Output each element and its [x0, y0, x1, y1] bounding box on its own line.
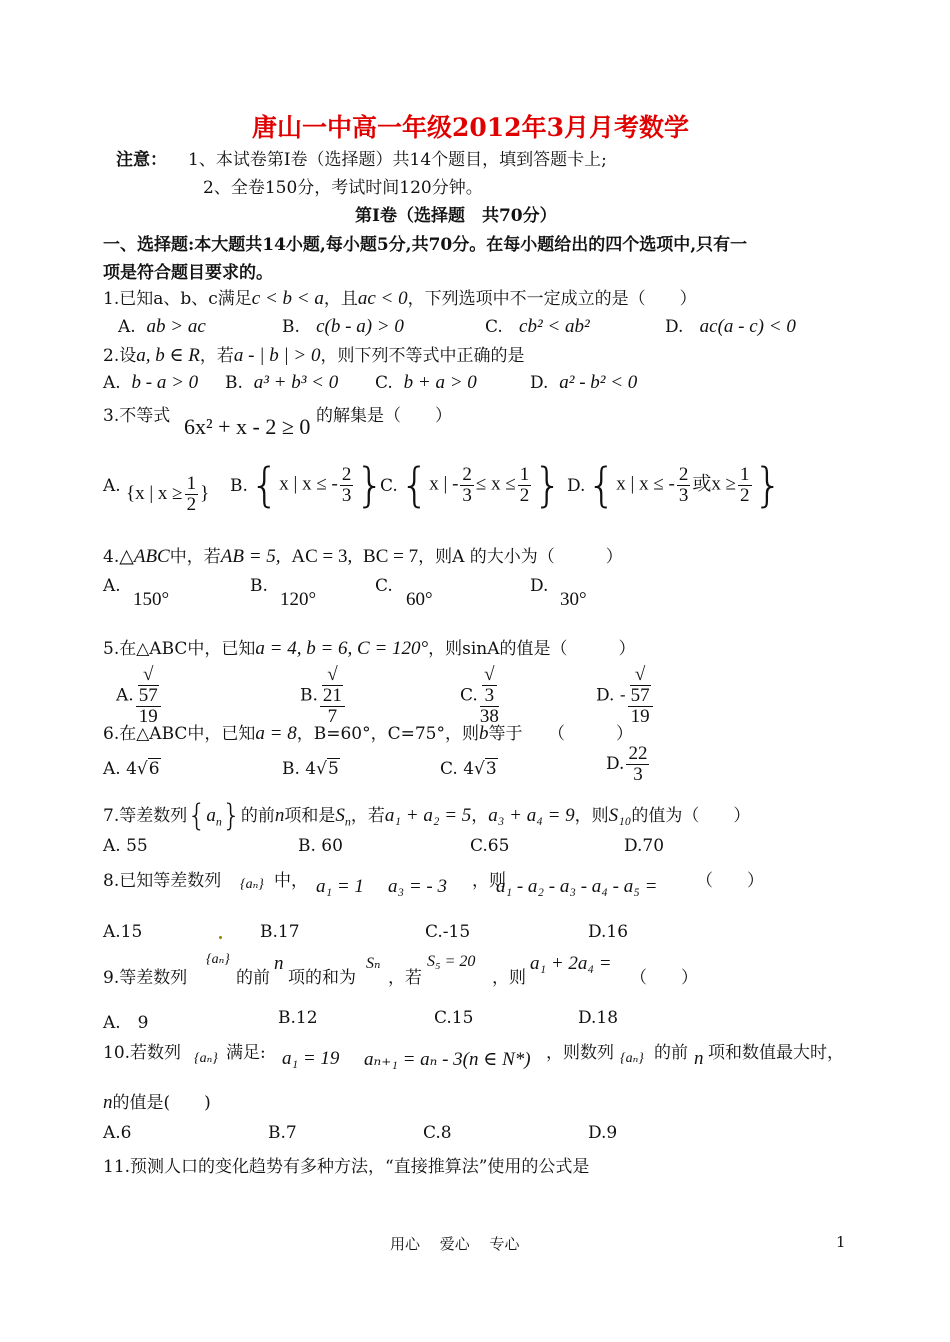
q10-seq-2: {aₙ} — [620, 1051, 644, 1066]
question-10-stem-e: 项和数值最大时， — [708, 1043, 844, 1063]
q3-d-num-2: 1 — [740, 463, 750, 485]
q5-d-num: 57 — [630, 684, 650, 706]
question-2-stem — [103, 341, 525, 367]
q1-option-c-formula: cb² < ab² — [519, 316, 590, 337]
q2-option-a-formula: b - a > 0 — [131, 372, 199, 393]
q4-label-b: B. — [250, 576, 268, 596]
q6-stem-b: ，则 — [444, 724, 479, 744]
q10-line2-var: n — [103, 1092, 113, 1113]
notice-label: 注意： — [116, 150, 167, 170]
question-10-stem-b: 满足: — [226, 1043, 266, 1063]
q5-label-d: D. - — [596, 685, 626, 706]
q9-option-c: C.15 — [434, 1008, 474, 1028]
q5-c-num: 3 — [482, 685, 497, 706]
q7-S-sub: n — [344, 814, 351, 829]
q5-b-den: 7 — [327, 705, 338, 727]
q5-b-num: 21 — [322, 684, 342, 706]
q3-b-num: 2 — [341, 463, 352, 485]
q6-variable: b — [478, 723, 489, 744]
q10-condition-2: aₙ₊₁ = aₙ - 3(n ∈ N*) — [364, 1049, 531, 1070]
q8-option-b: B.17 — [260, 922, 300, 942]
q2-stem-c: ，则下列不等式中正确的是 — [320, 346, 525, 366]
q3-c-den-1: 3 — [462, 484, 472, 506]
q10-option-c: C.8 — [423, 1123, 452, 1143]
q2-option-a — [103, 372, 198, 394]
q4-triangle: △ABC — [119, 546, 170, 567]
q4-option-a: 150° — [133, 589, 170, 610]
q8-seq: {aₙ} — [240, 877, 264, 892]
q3-a-num: 1 — [186, 473, 197, 494]
q1-label-d: D. — [665, 317, 684, 337]
q3-c-mid: ≤ x ≤ — [475, 473, 516, 495]
q7-n: n — [274, 805, 285, 826]
q8-condition-2: a₃ = - 3 — [388, 876, 448, 897]
q3-c-fraction-2 — [518, 465, 532, 506]
q3-c-num-1: 2 — [462, 463, 472, 485]
q3-option-c-label: C. — [380, 476, 398, 496]
q3-option-a-label: A. — [103, 476, 121, 496]
q5-d-fraction: √ 57 19 — [628, 665, 653, 727]
q2-condition-2: a - | b | > 0 — [233, 345, 321, 366]
q10-option-d: D.9 — [588, 1123, 618, 1143]
q5-c-den: 38 — [479, 705, 499, 727]
q6-condition-2: ，B=60°，C=75° — [296, 724, 445, 744]
q7-condition-2: a₃ + a₄ = 9 — [488, 805, 575, 826]
q3-a-den: 2 — [186, 493, 197, 515]
q7-stem-c: 项和是 — [284, 806, 336, 826]
q2-option-c-formula: b + a > 0 — [403, 372, 477, 393]
q4-stem-c: ，则A 的大小为（ ） — [418, 547, 623, 567]
q7-brace-left: { — [187, 798, 207, 834]
q3-d-fraction-2 — [738, 465, 752, 506]
q3-c-brace-left: { — [400, 458, 430, 512]
q1-option-b-formula: c(b - a) > 0 — [316, 316, 404, 337]
q6-label-d: D. — [606, 753, 625, 774]
page-title: 唐山一中高一年级2012年3月月考数学 — [252, 113, 689, 142]
q4-option-c: 60° — [406, 589, 433, 610]
q9-option-d: D.18 — [578, 1008, 619, 1028]
q9-expression: a₁ + 2a₄ = — [530, 953, 612, 974]
q2-option-b-formula: a³ + b³ < 0 — [253, 372, 339, 393]
page-number: 1 — [836, 1233, 846, 1251]
q1-option-d — [665, 316, 796, 338]
q7-option-c: C.65 — [470, 836, 510, 856]
q4-label-d: D. — [530, 576, 549, 596]
q9-n: n — [274, 953, 284, 974]
q1-label-a: A. — [118, 317, 136, 337]
q4-option-d: 30° — [560, 589, 587, 610]
q6-option-a: A. 4√6 — [103, 759, 160, 779]
q7-S: S — [335, 805, 345, 826]
q8-paren: （ ） — [696, 871, 764, 891]
question-8-stem-b: 中， — [274, 871, 308, 891]
q10-option-b: B.7 — [268, 1123, 297, 1143]
q2-stem-b: ，若 — [199, 346, 234, 366]
q2-option-b — [225, 372, 338, 394]
q8-option-d: D.16 — [588, 922, 629, 942]
q6-b-root: 5 — [327, 759, 339, 779]
q3-option-a — [126, 474, 209, 515]
q7-option-a: A. 55 — [103, 836, 148, 856]
q4-label-a: A. — [103, 576, 121, 596]
q7-stem-e: ， — [471, 806, 489, 826]
question-9-stem-a: 9.等差数列 — [103, 968, 188, 988]
question-6-stem — [103, 719, 633, 745]
q3-b-fraction — [340, 465, 354, 506]
q7-stem-g: 的值为（ ） — [631, 806, 751, 826]
q7-stem-a: 7.等差数列 — [103, 806, 188, 826]
q9-paren: （ ） — [630, 968, 698, 988]
section-heading-line-1: 一、选择题:本大题共14小题,每小题5分,共70分。在每小题给出的四个选项中,只有一 — [103, 235, 748, 255]
q3-c-num-2: 1 — [519, 463, 530, 485]
q5-condition: a = 4, b = 6, C = 120° — [255, 638, 429, 659]
q7-stem-b: 的前 — [240, 806, 275, 826]
q3-c-den-2: 2 — [519, 484, 530, 506]
q3-option-b — [250, 458, 385, 512]
question-10-stem-c: ，则数列 — [546, 1043, 614, 1063]
q4-condition-1: AB = 5, — [220, 546, 281, 567]
q3-a-pre: {x | x ≥ — [126, 482, 183, 504]
q4-condition-3: BC = 7 — [363, 546, 419, 567]
q1-stem-a: 1.已知a、b、c满足 — [103, 289, 252, 309]
q1-option-d-formula: ac(a - c) < 0 — [699, 316, 796, 337]
q1-condition-2: ac < 0 — [357, 288, 408, 309]
q2-option-c — [375, 372, 477, 394]
question-8-stem-a: 8.已知等差数列 — [103, 871, 222, 891]
q6-option-c: C. 4√3 — [440, 759, 497, 779]
q5-label-a: A. — [116, 685, 134, 706]
q5-option-a — [116, 665, 163, 727]
part-title: 第Ⅰ卷（选择题 共70分） — [355, 206, 557, 226]
q2-label-c: C. — [375, 373, 393, 393]
q6-c-root: 3 — [485, 759, 497, 779]
q6-option-d — [606, 744, 651, 785]
q5-d-den: 19 — [630, 705, 650, 727]
q7-option-d: D.70 — [624, 836, 665, 856]
q7-seq: a — [206, 805, 216, 826]
q6-stem-c: 等于 （ ） — [488, 724, 633, 744]
q3-d-den-1: 3 — [678, 484, 689, 506]
q5-a-fraction: √ 57 19 — [136, 665, 161, 727]
q7-stem-f: ，则 — [574, 806, 609, 826]
q5-stem-b: ，则sinA的值是（ ） — [428, 639, 636, 659]
q5-label-c: C. — [460, 685, 478, 706]
q2-label-d: D. — [530, 373, 549, 393]
q9-seq: {aₙ} — [206, 952, 230, 967]
q6-condition-1: a = 8 — [255, 723, 297, 744]
q3-c-pre: x | - — [429, 473, 459, 495]
q8-option-a: A.15 — [103, 922, 143, 942]
question-4-stem — [103, 542, 623, 568]
q4-option-b: 120° — [280, 589, 317, 610]
q6-d-fraction — [626, 744, 649, 785]
q3-d-mid: 或x ≥ — [692, 473, 737, 495]
q4-stem-a: 4. — [103, 547, 120, 567]
q5-option-c — [460, 665, 501, 727]
q8-option-c: C.-15 — [425, 922, 471, 942]
q1-stem-c: ，下列选项中不一定成立的是（ ） — [407, 289, 697, 309]
q7-stem-d: ，若 — [350, 806, 385, 826]
q1-option-a — [118, 316, 206, 338]
q3-d-den-2: 2 — [740, 484, 750, 506]
q10-line2-text: 的值是( ) — [112, 1093, 211, 1113]
q5-option-d — [596, 665, 655, 727]
q6-stem-a: 6.在△ABC中，已知 — [103, 724, 256, 744]
q7-brace-right: } — [221, 798, 241, 834]
notice-line-1: 1、本试卷第Ⅰ卷（选择题）共14个题目，填到答题卡上; — [188, 150, 607, 170]
q1-label-b: B. — [282, 317, 300, 337]
q1-label-c: C. — [485, 317, 503, 337]
q8-expression: a₁ - a₂ - a₃ - a₄ - a₅ = — [496, 876, 658, 897]
q3-d-num-1: 2 — [678, 463, 689, 485]
question-3-stem-b: 的解集是（ ） — [316, 406, 452, 426]
q3-d-pre: x | x ≤ - — [616, 473, 675, 495]
question-7-stem — [103, 798, 751, 834]
q6-d-num: 22 — [628, 743, 648, 764]
q3-option-d — [587, 458, 783, 512]
q3-inequality: 6x² + x - 2 ≥ 0 — [184, 414, 311, 439]
q4-label-c: C. — [375, 576, 393, 596]
q3-d-brace-right: } — [753, 458, 783, 512]
q9-option-b: B.12 — [278, 1008, 318, 1028]
q1-option-c — [485, 316, 590, 338]
question-11-stem: 11.预测人口的变化趋势有多种方法，“直接推算法”使用的公式是 — [103, 1157, 590, 1177]
q5-c-fraction: √ 3 38 — [479, 664, 499, 727]
q3-option-b-label: B. — [230, 476, 248, 496]
q5-label-b: B. — [300, 685, 318, 706]
q3-b-den: 3 — [341, 484, 352, 506]
q7-option-b: B. 60 — [298, 836, 343, 856]
question-5-stem — [103, 634, 636, 660]
q2-stem-a: 2.设 — [103, 346, 137, 366]
q4-condition-2: AC = 3, — [291, 546, 353, 567]
q3-d-fraction-1 — [677, 465, 691, 506]
q7-condition-1: a₁ + a₂ = 5 — [384, 805, 472, 826]
q1-condition-1: c < b < a — [251, 288, 324, 309]
q9-condition: S₅ = 20 — [427, 953, 476, 970]
q5-a-num: 57 — [138, 684, 158, 706]
q5-option-b — [300, 665, 347, 727]
q3-b-brace-left: { — [250, 458, 280, 512]
q3-a-post: } — [200, 482, 210, 504]
q2-label-b: B. — [225, 373, 243, 393]
q2-label-a: A. — [103, 373, 121, 393]
q3-d-brace-left: { — [587, 458, 617, 512]
question-10-stem-d: 的前 — [654, 1043, 688, 1063]
q8-condition-1: a₁ = 1 — [316, 876, 364, 897]
section-heading-line-2: 项是符合题目要求的。 — [103, 263, 273, 283]
q3-b-brace-right: } — [355, 458, 385, 512]
q3-c-fraction-1 — [460, 465, 474, 506]
question-3-stem-a: 3.不等式 — [103, 406, 171, 426]
q5-stem-a: 5.在△ABC中，已知 — [103, 639, 256, 659]
question-10-line-2 — [103, 1088, 211, 1114]
q3-b-pre: x | x ≤ - — [279, 473, 338, 495]
q10-n: n — [694, 1048, 704, 1069]
question-8-stem-c: ，则 — [472, 871, 506, 891]
stray-dot — [219, 936, 222, 939]
q6-d-den: 3 — [633, 763, 643, 785]
q6-label-c: C. 4 — [440, 759, 475, 779]
q10-condition-1: a₁ = 19 — [282, 1048, 340, 1069]
q9-option-a: A. 9 — [103, 1013, 149, 1033]
q7-S10: S₁₀ — [608, 805, 632, 826]
q9-S: Sₙ — [366, 955, 381, 972]
q10-seq: {aₙ} — [194, 1051, 218, 1066]
q3-a-fraction — [185, 474, 199, 515]
q5-a-den: 19 — [138, 705, 158, 727]
footer-motto: 用心 爱心 专心 — [390, 1235, 520, 1253]
q6-label-a: A. 4 — [103, 759, 137, 779]
q1-option-a-formula: ab > ac — [146, 316, 206, 337]
q5-b-fraction: √ 21 7 — [320, 665, 345, 727]
q2-option-d-formula: a² - b² < 0 — [559, 372, 638, 393]
q7-seq-sub: n — [215, 814, 222, 829]
notice-line-2: 2、全卷150分，考试时间120分钟。 — [203, 178, 483, 198]
q3-option-d-label: D. — [567, 476, 586, 496]
question-1-stem — [103, 284, 697, 310]
question-9-stem-d: ，若 — [388, 968, 422, 988]
q4-stem-b: 中，若 — [169, 547, 221, 567]
question-10-stem-a: 10.若数列 — [103, 1043, 182, 1063]
q10-option-a: A.6 — [103, 1123, 132, 1143]
q3-c-brace-right: } — [533, 458, 563, 512]
question-9-stem-c: 项的和为 — [288, 968, 356, 988]
question-9-stem-e: ，则 — [492, 968, 526, 988]
q2-condition-1: a, b ∈ R — [136, 345, 200, 366]
q2-option-d — [530, 372, 637, 394]
q1-option-b — [282, 316, 404, 338]
q6-option-b: B. 4√5 — [282, 759, 339, 779]
q3-option-c — [400, 458, 563, 512]
q6-a-root: 6 — [148, 759, 160, 779]
question-9-stem-b: 的前 — [236, 968, 270, 988]
q6-label-b: B. 4 — [282, 759, 317, 779]
q1-stem-b: ，且 — [323, 289, 358, 309]
